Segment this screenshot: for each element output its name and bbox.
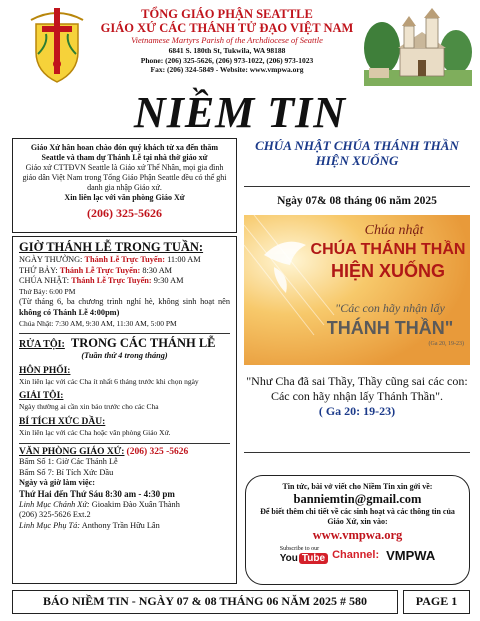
assoc-label: Linh Mục Phụ Tá:	[19, 520, 81, 530]
banner-quote2: THÁNH THẦN"	[326, 318, 454, 338]
sunday-time: 9:30 AM	[153, 276, 184, 286]
yt-channel-name: VMPWA	[386, 547, 436, 563]
contact-line2: Để biết thêm chi tiết về các sinh hoạt và các thông tin của Giáo Xứ, xin vào:	[260, 507, 455, 526]
press-7: Bấm Số 7: Bí Tích Xức Dầu	[19, 467, 114, 477]
quote-text: "Như Cha đã sai Thầy, Thầy cũng sai các con: Các con hãy nhận lấy Thánh Thần".	[246, 374, 468, 403]
church-image	[364, 8, 472, 86]
page-number: PAGE 1	[403, 590, 470, 614]
anointing-text: Xin liên lạc với các Cha hoặc văn phòng Giáo Xứ.	[19, 427, 171, 437]
yt-tube: Tube	[299, 553, 328, 564]
pastor-name: Gioakim Đào Xuân Thành	[91, 499, 180, 509]
welcome-box	[12, 138, 237, 233]
contact-box	[245, 475, 470, 585]
sunday-times: Chúa Nhật: 7:30 AM, 9:30 AM, 11:30 AM, 5:00 PM	[19, 318, 177, 328]
baptism-note: (Tuần thứ 4 trong tháng)	[81, 351, 168, 361]
feast-title: CHÚA NHẬT CHÚA THÁNH THẦN HIỆN XUỐNG	[255, 138, 459, 168]
parish-address: 6841 S. 180th St, Tukwila, WA 98188	[168, 46, 286, 55]
summer-note-a: (Từ tháng 6, ba chương trình nghỉ hè, không sinh hoạt nên	[19, 297, 230, 307]
parish-logo-icon	[28, 4, 86, 84]
anointing-heading: BÍ TÍCH XỨC DẦU:	[19, 416, 106, 427]
masthead	[0, 0, 480, 88]
welcome-line1: Giáo Xứ hân hoan chào đón quý khách từ xa đến thăm Seattle và tham dự Thánh Lễ tại nhà thờ giáo xứ	[30, 143, 219, 162]
baptism-title: TRONG CÁC THÁNH LỄ	[70, 336, 216, 351]
sunday-label: CHÚA NHẬT:	[19, 276, 70, 286]
welcome-line2: Giáo xứ CTTĐVN Seattle là Giáo xứ Thể Nhân, mọi gia đình giáo dân Việt Nam trong Tổng Giáo Phận Seattle đều có thể ghi danh gia nhập Giáo xứ.	[22, 163, 227, 192]
divider	[19, 333, 230, 334]
pastor-label: Linh Mục Chánh Xứ:	[19, 499, 90, 509]
yt-subscribe: Subscribe to our	[279, 546, 320, 552]
sunday-online: Thánh Lễ Trực Tuyến:	[71, 276, 152, 286]
weekday-online: Thánh Lễ Trực Tuyến:	[84, 255, 165, 264]
weekday-mass	[19, 255, 230, 266]
saturday-online: Thánh Lễ Trực Tuyến:	[59, 265, 141, 275]
youtube-row[interactable]	[252, 546, 463, 564]
newsletter-title: NIỀM TIN	[133, 88, 347, 137]
baptism-label: RỬA TỘI:	[19, 339, 65, 351]
quote-ref: ( Ga 20: 19-23)	[318, 404, 396, 418]
pastor-phone: (206) 325-5626 Ext.2	[19, 510, 91, 520]
yt-channel: Channel:	[332, 549, 380, 561]
parish-name-en: Vietnamese Martyrs Parish of the Archdiocese of Seattle	[131, 35, 323, 45]
assoc-row	[19, 521, 230, 532]
weekday-label: NGÀY THƯỜNG:	[19, 255, 83, 264]
confession-text: Ngày thường ai cần xin báo trước cho các Cha	[19, 402, 159, 412]
office-heading: VĂN PHÒNG GIÁO XỨ:	[19, 446, 125, 457]
hours-text: Thứ Hai đến Thứ Sáu 8:30 am - 4:30 pm	[19, 488, 175, 499]
mass-schedule-box	[12, 236, 237, 584]
parish-info	[92, 8, 362, 75]
youtube-logo[interactable]	[280, 546, 328, 564]
saturday-label: THỨ BẢY:	[19, 265, 58, 275]
scripture-quote	[246, 374, 468, 419]
footer-issue: BÁO NIỀM TIN - NGÀY 07 & 08 THÁNG 06 NĂM 2025 # 580	[12, 590, 398, 614]
summer-note-b: không có Thánh Lễ 4:00pm)	[19, 307, 120, 317]
issue-date: Ngày 07& 08 tháng 06 năm 2025	[244, 186, 470, 207]
youtube-icon	[280, 553, 328, 564]
office-phone: (206) 325 -5626	[126, 446, 189, 457]
weekday-time: 11:00 AM	[167, 255, 201, 264]
banner-line1: Chúa nhật	[364, 223, 424, 238]
office-row	[19, 447, 230, 458]
press-1: Bấm Số 1: Giờ Các Thánh Lễ	[19, 457, 118, 467]
parish-fax-web: Fax: (206) 324-5849 - Website: www.vmpwa.org	[150, 65, 304, 74]
pastor-row	[19, 500, 230, 511]
confession-heading: GIẢI TỘI:	[19, 391, 64, 402]
marriage-heading: HÔN PHỐI:	[19, 365, 71, 376]
welcome-line3: Xin liên lạc với văn phòng Giáo Xứ	[64, 193, 185, 202]
saturday-mass	[19, 266, 230, 277]
banner-line2: CHÚA THÁNH THẦN	[310, 241, 466, 258]
summer-note	[19, 297, 230, 318]
website-link[interactable]: www.vmpwa.org	[312, 528, 403, 542]
diocese-name: TỔNG GIÁO PHẬN SEATTLE	[141, 7, 313, 21]
divider	[19, 443, 230, 444]
banner-line3: HIỆN XUỐNG	[330, 261, 445, 281]
parish-name: GIÁO XỨ CÁC THÁNH TỬ ĐẠO VIỆT NAM	[100, 21, 354, 35]
banner-ref: (Ga 20, 19-23)	[428, 341, 464, 347]
sunday-mass	[19, 276, 230, 287]
hours-heading: Ngày và giờ làm việc:	[19, 478, 96, 488]
welcome-phone: (206) 325-5626	[87, 206, 162, 220]
assoc-name: Anthony Trần Hữu Lân	[81, 520, 160, 530]
contact-email[interactable]: banniemtin@gmail.com	[293, 492, 422, 506]
marriage-text: Xin liên lạc với các Cha ít nhất 6 tháng trước khi chọn ngày	[19, 376, 199, 386]
divider	[244, 452, 470, 453]
parish-phone: Phone: (206) 325-5626, (206) 973-1022, (206) 973-1023	[140, 55, 314, 65]
mass-heading: GIỜ THÁNH LỄ TRONG TUẦN:	[19, 240, 204, 254]
saturday-evening: Thứ Bảy: 6:00 PM	[19, 286, 76, 296]
banner-quote1: "Các con hãy nhận lấy	[335, 301, 445, 315]
yt-you: You	[279, 553, 298, 564]
saturday-time: 8:30 AM	[142, 265, 173, 275]
baptism-row	[19, 336, 230, 351]
pentecost-banner	[244, 215, 470, 365]
contact-line1: Tin tức, bài vở viết cho Niềm Tin xin gởi về:	[282, 482, 433, 491]
